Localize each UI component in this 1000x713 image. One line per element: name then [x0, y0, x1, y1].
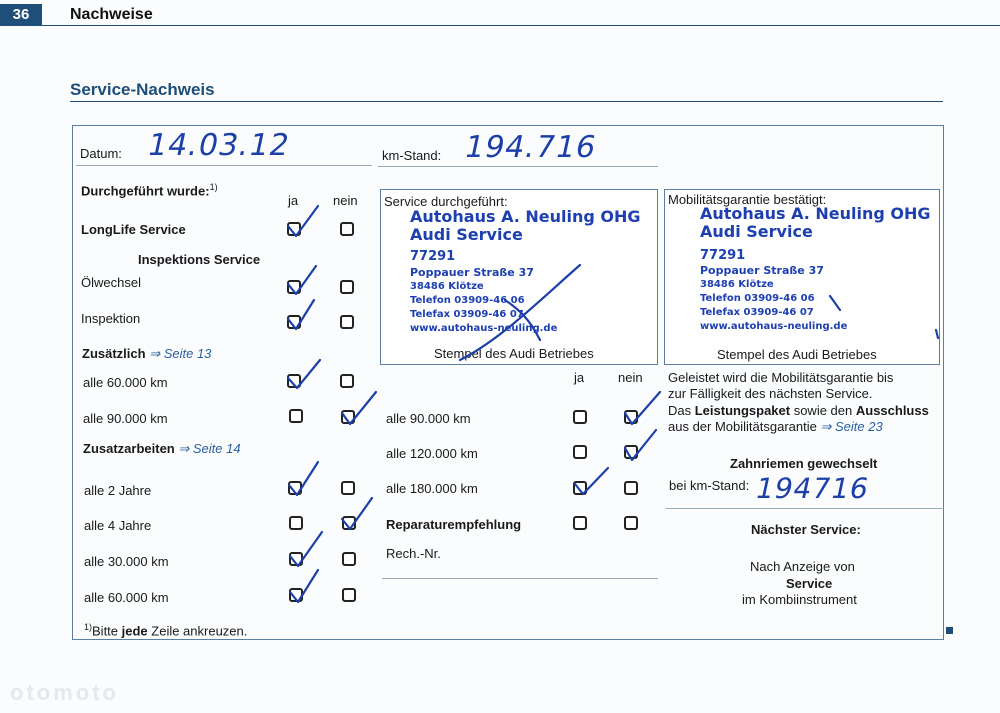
rech-nr-label: Rech.-Nr. [386, 546, 441, 561]
km-value[interactable]: 194.716 [461, 130, 600, 165]
stamp-box-service-label: Service durchgeführt: [384, 194, 508, 209]
datum-value[interactable]: 14.03.12 [144, 128, 294, 163]
stamp-1-line2: Audi Service [410, 225, 523, 244]
datum-underline [76, 165, 372, 166]
bei-km-label: bei km-Stand: [669, 478, 750, 493]
z60-label: alle 60.000 km [83, 375, 168, 390]
naechster-heading: Nächster Service: [751, 522, 861, 537]
stamp-box-service-caption: Stempel des Audi Betriebes [434, 346, 594, 361]
inspektions-heading: Inspektions Service [138, 252, 261, 267]
reparatur-ja-checkbox[interactable] [573, 516, 587, 530]
footnote: $^{1)}$Bitte jede Zeile ankreuzen. [84, 622, 248, 639]
stamp-2-line1: Autohaus A. Neuling OHG [700, 204, 931, 223]
page-number: 36 [0, 4, 42, 26]
stamp-1-line1: Autohaus A. Neuling OHG [410, 207, 641, 226]
a2j-ja-checkbox[interactable] [288, 481, 302, 495]
rech-nr-underline [382, 578, 658, 579]
zusatzarbeiten-label: Zusatzarbeiten ⇒ Seite 14 [83, 441, 241, 456]
reparatur-label: Reparaturempfehlung [386, 517, 522, 532]
a30-nein-checkbox[interactable] [342, 552, 356, 566]
longlife-nein-checkbox[interactable] [340, 222, 354, 236]
stamp-1-tel: Telefon 03909-46 06 [410, 295, 525, 306]
a2j-nein-checkbox[interactable] [341, 481, 355, 495]
stamp-2-city: 38486 Klötze [700, 279, 774, 290]
reparatur-nein-checkbox[interactable] [624, 516, 638, 530]
stamp-2-plz: 77291 [700, 248, 746, 263]
stamp-1-web: www.autohaus-neuling.de [410, 323, 558, 334]
a60-nein-checkbox[interactable] [342, 588, 356, 602]
mid-ja-header: ja [574, 370, 585, 385]
header-title: Nachweise [70, 6, 153, 23]
stamp-1-plz: 77291 [410, 249, 456, 264]
m180-ja-checkbox[interactable] [573, 481, 587, 495]
stamp-2-tel: Telefon 03909-46 06 [700, 293, 815, 304]
stamp-2-web: www.autohaus-neuling.de [700, 321, 848, 332]
stamp-box-mobilitaet-label: Mobilitätsgarantie bestätigt: [668, 192, 827, 207]
a4j-label: alle 4 Jahre [84, 518, 152, 533]
geleistet-line2: zur Fälligkeit des nächsten Service. [668, 386, 873, 401]
a2j-label: alle 2 Jahre [84, 483, 152, 498]
a4j-ja-checkbox[interactable] [289, 516, 303, 530]
a4j-nein-checkbox[interactable] [342, 516, 356, 530]
ja-header: ja [288, 193, 299, 208]
zusatzarbeiten-link[interactable]: ⇒ Seite 14 [178, 441, 241, 456]
kombi-text: im Kombiinstrument [742, 592, 857, 607]
stamp-box-mobilitaet-caption: Stempel des Audi Betriebes [717, 347, 877, 362]
m90-nein-checkbox[interactable] [624, 410, 638, 424]
zusaetzlich-link[interactable]: ⇒ Seite 13 [149, 346, 212, 361]
oelwechsel-ja-checkbox[interactable] [287, 280, 301, 294]
a60-label: alle 60.000 km [84, 590, 169, 605]
zusaetzlich-label: Zusätzlich ⇒ Seite 13 [82, 346, 212, 361]
z90-nein-checkbox[interactable] [341, 410, 355, 424]
inspektion-nein-checkbox[interactable] [340, 315, 354, 329]
m180-label: alle 180.000 km [386, 481, 478, 496]
stamp-1-fax: Telefax 03909-46 07 [410, 309, 524, 320]
aus-link[interactable]: ⇒ Seite 23 [820, 419, 883, 434]
service-text: Service [786, 576, 833, 591]
stamp-1-street: Poppauer Straße 37 [410, 266, 534, 279]
m90-label: alle 90.000 km [386, 411, 471, 426]
z60-nein-checkbox[interactable] [340, 374, 354, 388]
zahnriemen-heading: Zahnriemen gewechselt [730, 456, 878, 471]
bei-km-value[interactable]: 194716 [752, 472, 873, 505]
m120-ja-checkbox[interactable] [573, 445, 587, 459]
inspektion-label: Inspektion [81, 311, 141, 326]
z90-ja-checkbox[interactable] [289, 409, 303, 423]
geleistet-line1: Geleistet wird die Mobilitätsgarantie bis [668, 370, 894, 385]
a30-label: alle 30.000 km [84, 554, 169, 569]
bei-km-underline [666, 508, 942, 509]
header-rule [42, 25, 1000, 26]
a30-ja-checkbox[interactable] [289, 552, 303, 566]
datum-label: Datum: [80, 146, 122, 161]
watermark: otomoto [10, 680, 119, 705]
longlife-ja-checkbox[interactable] [287, 222, 301, 236]
m90-ja-checkbox[interactable] [573, 410, 587, 424]
inspektion-ja-checkbox[interactable] [287, 315, 301, 329]
z60-ja-checkbox[interactable] [287, 374, 301, 388]
a60-ja-checkbox[interactable] [289, 588, 303, 602]
leistungspaket-line: Das Leistungspaket sowie den Ausschluss [668, 403, 929, 418]
durchgefuehrt-label: Durchgeführt wurde:$^{1)}$ [81, 182, 218, 199]
page-title: Service-Nachweis [70, 80, 215, 99]
oelwechsel-nein-checkbox[interactable] [340, 280, 354, 294]
stamp-1-city: 38486 Klötze [410, 281, 484, 292]
end-marker [946, 627, 953, 634]
stamp-2-street: Poppauer Straße 37 [700, 264, 824, 277]
nach-anzeige-text: Nach Anzeige von [750, 559, 855, 574]
km-label: km-Stand: [382, 148, 442, 163]
m120-nein-checkbox[interactable] [624, 445, 638, 459]
m180-nein-checkbox[interactable] [624, 481, 638, 495]
z90-label: alle 90.000 km [83, 411, 168, 426]
nein-header: nein [333, 193, 358, 208]
m120-label: alle 120.000 km [386, 446, 478, 461]
mid-nein-header: nein [618, 370, 643, 385]
km-underline [378, 166, 658, 167]
oelwechsel-label: Ölwechsel [81, 275, 141, 290]
longlife-label: LongLife Service [81, 222, 186, 237]
stamp-2-fax: Telefax 03909-46 07 [700, 307, 814, 318]
aus-line: aus der Mobilitätsgarantie ⇒ Seite 23 [668, 419, 883, 434]
stamp-2-line2: Audi Service [700, 222, 813, 241]
title-rule [70, 101, 943, 102]
